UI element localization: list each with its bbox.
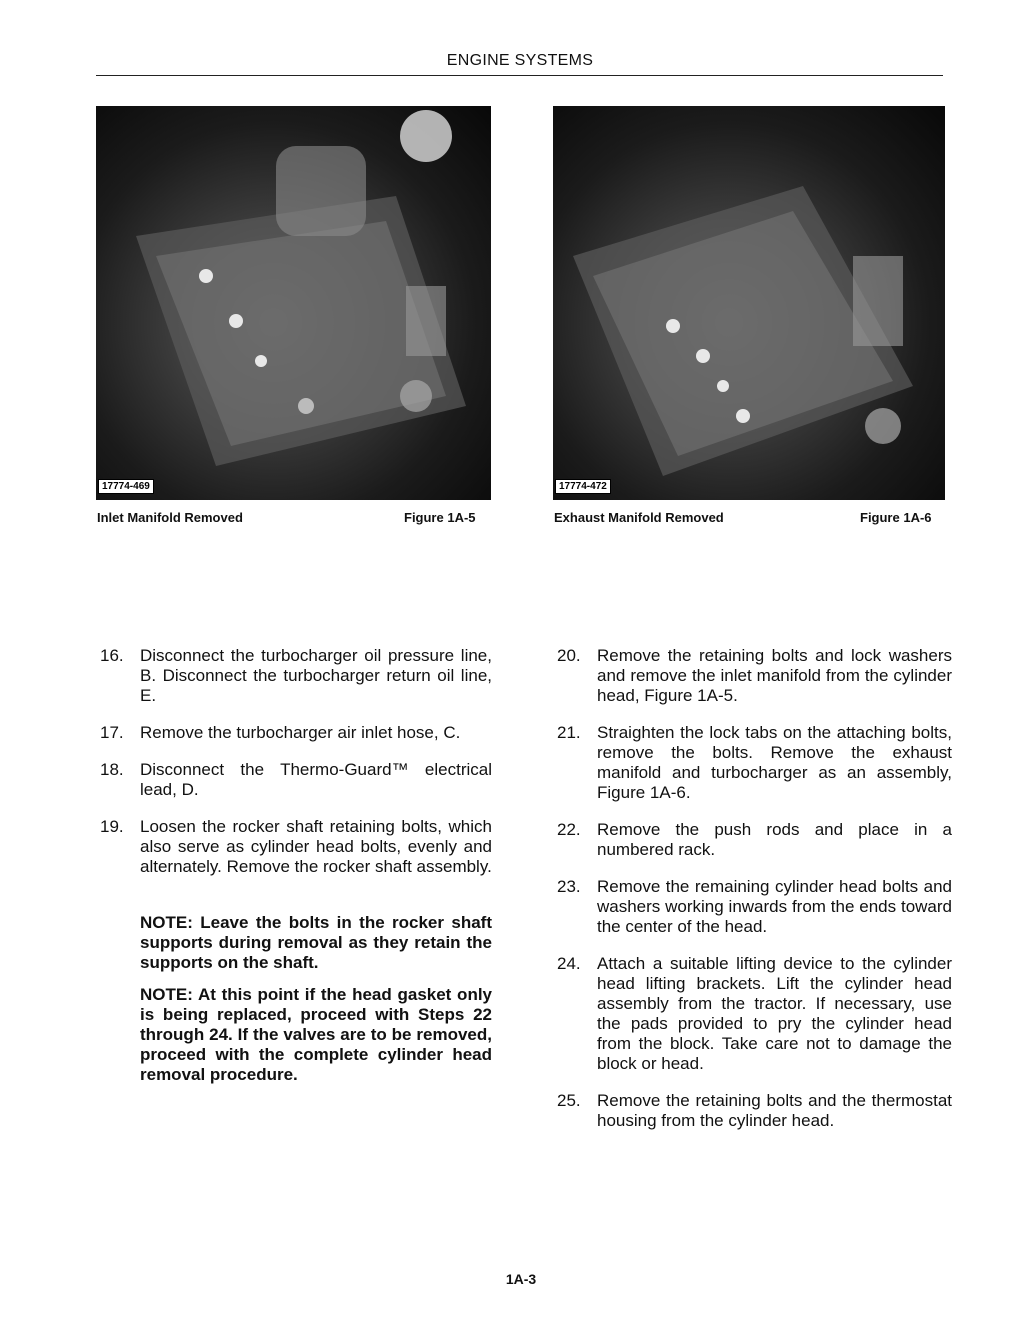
step-number: 16. (100, 646, 124, 665)
step-item (557, 954, 952, 1074)
photo-id-label: 17774-472 (555, 479, 611, 494)
note-rocker-shaft: NOTE: Leave the bolts in the rocker shaft supports during removal as they retain the supports on the shaft. (140, 913, 492, 972)
figure-label: Figure 1A-6 (860, 510, 932, 525)
step-text: Straighten the lock tabs on the attaching bolts, remove the bolts. Remove the exhaust manifold and turbocharger as an assembly, Figure 1A-6. (597, 723, 952, 802)
step-number: 20. (557, 646, 581, 665)
note-head-gasket: NOTE: At this point if the head gasket only is being replaced, proceed with Steps 22 through 24. If the valves are to be removed, proceed with the complete cylinder head removal procedure. (140, 985, 492, 1084)
step-number: 21. (557, 723, 581, 742)
figure-label: Figure 1A-5 (404, 510, 476, 525)
step-text: Attach a suitable lifting device to the cylinder head lifting brackets. Lift the cylinder head assembly from the tractor. If necessary, use the pads provided to pry the cylinder head from the block. Take care not to damage the block or head. (597, 954, 952, 1073)
instructions-right-column (557, 646, 952, 1148)
step-item (100, 646, 492, 706)
page-number: 1A-3 (505, 1271, 537, 1287)
page-header-title: ENGINE SYSTEMS (446, 52, 594, 69)
step-number: 23. (557, 877, 581, 896)
step-text: Loosen the rocker shaft retaining bolts, which also serve as cylinder head bolts, evenly and alternately. Remove the rocker shaft assembly. (140, 817, 492, 876)
step-item (557, 877, 952, 937)
figure-caption: Inlet Manifold Removed (97, 510, 243, 525)
step-number: 25. (557, 1091, 581, 1110)
step-item (557, 820, 952, 860)
step-text: Remove the retaining bolts and lock washers and remove the inlet manifold from the cylinder head, Figure 1A-5. (597, 646, 952, 705)
step-number: 19. (100, 817, 124, 836)
step-number: 24. (557, 954, 581, 973)
step-item (100, 760, 492, 800)
photo-id-label: 17774-469 (98, 479, 154, 494)
step-text: Remove the retaining bolts and the thermostat housing from the cylinder head. (597, 1091, 952, 1130)
step-text: Disconnect the turbocharger oil pressure line, B. Disconnect the turbocharger return oil line, E. (140, 646, 492, 705)
step-number: 17. (100, 723, 124, 742)
engine-photo-inlet-manifold-removed (96, 106, 491, 500)
step-number: 18. (100, 760, 124, 779)
engine-photo-illustration (553, 106, 945, 500)
step-item (100, 817, 492, 877)
step-text: Remove the push rods and place in a numbered rack. (597, 820, 952, 859)
step-number: 22. (557, 820, 581, 839)
header-rule (96, 75, 943, 76)
engine-photo-exhaust-manifold-removed (553, 106, 945, 500)
step-item (557, 723, 952, 803)
step-item (557, 1091, 952, 1131)
engine-photo-illustration (96, 106, 491, 500)
instructions-left-column (100, 646, 492, 1097)
step-text: Remove the remaining cylinder head bolts and washers working inwards from the ends toward the center of the head. (597, 877, 952, 936)
step-item (100, 723, 492, 743)
step-text: Remove the turbocharger air inlet hose, C. (140, 723, 461, 742)
step-item (557, 646, 952, 706)
figure-caption: Exhaust Manifold Removed (554, 510, 724, 525)
step-text: Disconnect the Thermo-Guard™ electrical lead, D. (140, 760, 492, 799)
